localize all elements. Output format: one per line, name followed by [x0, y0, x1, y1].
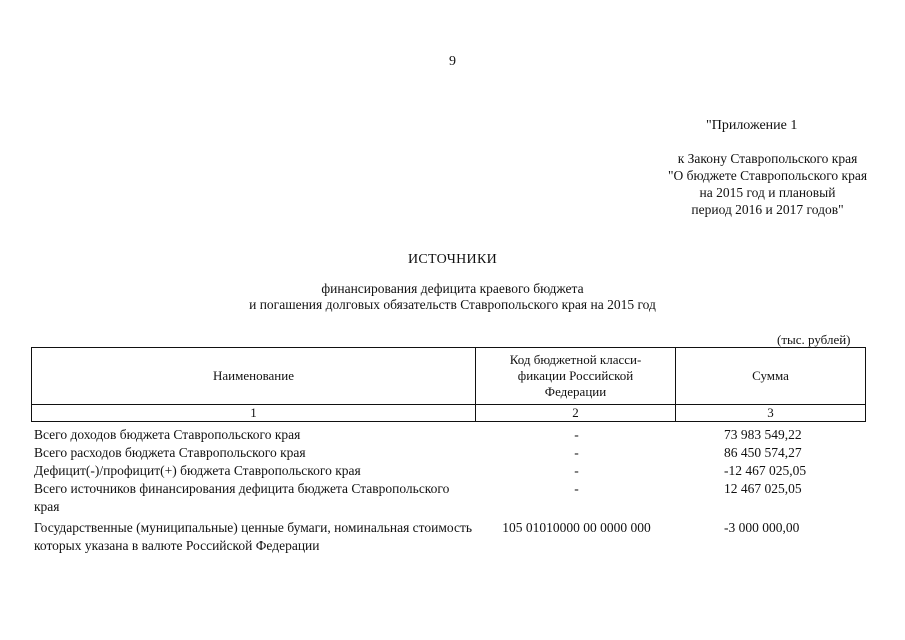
row-sum: 86 450 574,27	[724, 445, 802, 460]
page-number: 9	[449, 54, 456, 69]
row-name: Дефицит(-)/профицит(+) бюджета Ставропольского края	[34, 463, 361, 478]
table-header	[31, 347, 866, 422]
table-row	[34, 480, 874, 516]
row-name: Государственные (муниципальные) ценные бумаги, номинальная стоимость которых указана в валюте Российской Федерации	[34, 520, 473, 553]
row-code: -	[574, 445, 579, 460]
row-code: -	[574, 427, 579, 442]
subtitle-line: финансирования дефицита краевого бюджета	[321, 281, 584, 296]
document-heading: ИСТОЧНИКИ	[407, 252, 498, 267]
row-sum: -12 467 025,05	[724, 463, 807, 478]
table-row	[34, 426, 874, 444]
row-sum: 73 983 549,22	[724, 427, 802, 442]
table-row	[34, 444, 874, 462]
appendix-line: на 2015 год и плановый	[699, 185, 836, 200]
table-body	[34, 426, 874, 555]
row-code: -	[574, 481, 579, 496]
header-code: Код бюджетной класси- фикации Российской Федерации	[476, 348, 676, 405]
table-row	[34, 519, 874, 555]
header-name: Наименование	[32, 348, 476, 405]
row-name: Всего расходов бюджета Ставропольского края	[34, 445, 306, 460]
appendix-line: "О бюджете Ставропольского края	[667, 168, 868, 183]
units-label: (тыс. рублей)	[777, 332, 851, 347]
row-code: -	[574, 463, 579, 478]
col-number: 1	[32, 405, 476, 422]
table-row	[34, 462, 874, 480]
appendix-line: период 2016 и 2017 годов"	[691, 202, 844, 217]
appendix-title: "Приложение 1	[706, 118, 798, 133]
col-number: 2	[476, 405, 676, 422]
header-sum: Сумма	[676, 348, 866, 405]
row-sum: 12 467 025,05	[724, 481, 802, 496]
col-number: 3	[676, 405, 866, 422]
row-name: Всего источников финансирования дефицита бюджета Ставропольского края	[34, 481, 450, 514]
appendix-line: к Закону Ставропольского края	[677, 151, 858, 166]
row-sum: -3 000 000,00	[724, 520, 800, 535]
row-name: Всего доходов бюджета Ставропольского края	[34, 427, 301, 442]
row-code: 105 01010000 00 0000 000	[502, 520, 651, 535]
appendix-reference	[620, 150, 905, 218]
subtitle-line: и погашения долговых обязательств Ставропольского края на 2015 год	[249, 297, 656, 312]
document-subtitle	[0, 281, 905, 313]
